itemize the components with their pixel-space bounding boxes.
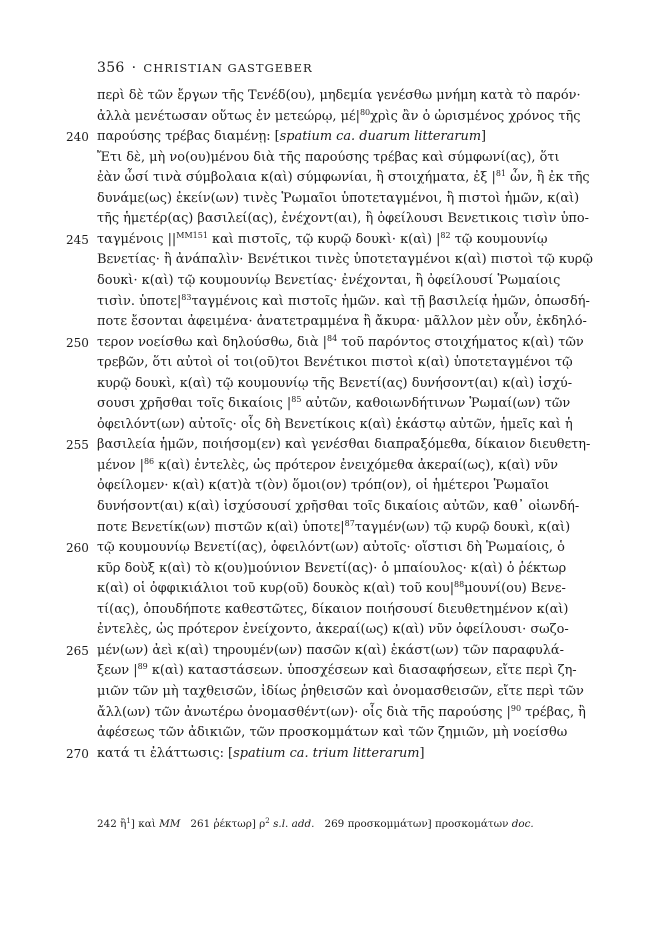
- text-run: Ἔτι δὲ, μὴ νο(ου)μένου διὰ τῆς παρούσης τρέβας καὶ σύμφωνί(ας), ὅτι: [97, 149, 560, 165]
- text-line: [97, 271, 561, 292]
- text-line: [97, 600, 569, 621]
- text-run: μέν(ων) ἀεὶ κ(αὶ) τηρουμέν(ων) πασῶν κ(αὶ) ἑκάστ(ων) τῶν παραφυλά-: [97, 642, 564, 658]
- italic-note: MM: [159, 818, 181, 830]
- header-separator: ·: [131, 60, 137, 76]
- text-line: [97, 559, 567, 580]
- marker-superscript: 83: [181, 292, 192, 302]
- marker-superscript: 81: [495, 169, 507, 179]
- text-line: [97, 312, 587, 333]
- author-name: CHRISTIAN GASTGEBER: [143, 61, 313, 75]
- text-run: 261 ῥέκτωρ] ρ: [190, 818, 266, 830]
- marker-superscript: 2: [265, 817, 270, 825]
- text-run: μουνί(ου) Βενε-: [464, 581, 566, 597]
- text-run: κατά τι ἐλάττωσις: [: [97, 745, 234, 761]
- page-number: 356: [97, 60, 125, 76]
- text-line: [97, 579, 566, 600]
- text-run: δουκὶ· κ(αὶ) τῷ κουμουνίῳ Βενετίας· ἐνέχονται, ἢ ὀφείλουσί Ῥωμαίοις: [97, 272, 561, 288]
- text-run: ἐντελὲς, ὡς πρότερον ἐνείχοντο, ἀκεραί(ως) κ(αὶ) νῦν ὀφείλουσι· σωζο-: [97, 622, 569, 638]
- marker-superscript: 87: [344, 518, 355, 528]
- marker-superscript: 90: [510, 703, 522, 713]
- text-run: τῷ κουμουνίῳ Βενετί(ας), ὀφειλόντ(ων) αὐτοῖς· οἵστισι δὴ Ῥωμαίοις, ὁ: [97, 540, 565, 556]
- text-line: [97, 538, 565, 559]
- marker-superscript: MM151: [176, 230, 208, 240]
- text-line: [97, 497, 580, 518]
- text-run: 269 προσκομμάτων] προσκομάτων: [324, 818, 512, 830]
- text-line: [97, 394, 571, 415]
- text-line: [97, 250, 593, 271]
- text-run: τρέβας, ἢ: [521, 704, 586, 720]
- text-line: [97, 230, 557, 251]
- text-run: δυνάμε(ως) ἐκείν(ων) τινὲς Ῥωμαῖοι ὑποτεταγμένοι, ἢ πιστοὶ ἡμῶν, κ(αὶ): [97, 190, 580, 206]
- text-run: ταγμένοις καὶ πιστοῖς ἡμῶν. καὶ τῇ βασιλείᾳ ἡμῶν, ὁπωσδή-: [191, 293, 590, 309]
- text-run: ποτε ἔσονται ἀφειμένα· ἀνατετραμμένα ἢ ἄκυρα· μᾶλλον μὲν οὖν, ἐκδηλό-: [97, 314, 587, 330]
- marker-superscript: 88: [454, 580, 465, 590]
- text-run: ἀφέσεως τῶν ἀδικιῶν, τῶν προσκομμάτων καὶ τῶν ζημιῶν, μὴ νοείσθω: [97, 725, 568, 741]
- critical-apparatus: [97, 818, 534, 830]
- line-number: 260: [66, 541, 89, 556]
- text-run: τῆς ἡμετέρ(ας) βασιλεί(ας), ἐνέχοντ(αι), ἢ ὀφείλουσι Βενετικοις τισὶν ὑπο-: [97, 211, 589, 227]
- text-run: ὀφειλόντ(ων) αὐτοῖς· οἷς δὴ Βενετίκοις κ(αὶ) ἑκάστῳ αὐτῶν, ἡμεῖς καὶ ἡ: [97, 416, 573, 432]
- text-line: [97, 333, 584, 354]
- text-line: [97, 641, 564, 662]
- line-number: 270: [66, 746, 89, 761]
- text-line: [97, 518, 571, 539]
- text-run: παρούσης τρέβας διαμένῃ: [: [97, 129, 280, 145]
- italic-note: s.l. add.: [273, 818, 315, 830]
- text-run: βασιλεία ἡμῶν, ποιήσομ(εν) καὶ γενέσθαι διαπραξόμεθα, δίκαιον διευθετη-: [97, 437, 591, 453]
- text-line: [97, 456, 557, 477]
- text-run: ἀλλὰ μενέτωσαν οὕτως ἐν μετεώρῳ, μέ|: [97, 108, 360, 124]
- marker-superscript: 85: [291, 395, 302, 405]
- marker-superscript: 82: [440, 230, 451, 240]
- marker-superscript: 89: [137, 662, 148, 672]
- text-run: ταγμένοις ||: [97, 231, 177, 247]
- marker-superscript: 86: [143, 456, 155, 466]
- text-line: [97, 682, 584, 703]
- text-line: [97, 292, 590, 313]
- text-line: [97, 744, 557, 765]
- text-line: [97, 353, 573, 374]
- text-run: μένον |: [97, 457, 144, 473]
- text-run: ταγμέν(ων) τῷ κυρῷ δουκὶ, κ(αὶ): [354, 519, 571, 535]
- text-run: τοῦ παρόντος στοιχήματος κ(αὶ) τῶν: [337, 334, 584, 350]
- text-line: [97, 107, 581, 128]
- text-run: κ(αὶ) ἐντελὲς, ὡς πρότερον ἐνειχόμεθα ἀκεραί(ως), κ(αὶ) νῦν: [154, 457, 558, 473]
- text-line: [97, 127, 557, 148]
- text-run: δυνήσοντ(αι) κ(αὶ) ἰσχύσουσί χρῆσθαι τοῖς δικαίοις αὐτῶν, καθ᾽ οἱωνδή-: [97, 499, 580, 514]
- text-line: [97, 723, 568, 744]
- text-run: μιῶν τῶν μὴ ταχθεισῶν, ἰδίως ῥηθεισῶν καὶ ὀνομασθεισῶν, εἴτε περὶ τῶν: [97, 683, 584, 699]
- text-run: τί(ας), ὁπουδήποτε καθεστῶτες, δίκαιον ποιήσουσί διευθετημένον κ(αὶ): [97, 601, 569, 617]
- text-run: αὐτῶν, καθοιωνδήτινων Ῥωμαί(ων) τῶν: [301, 396, 571, 412]
- text-run: κ(αὶ) καταστάσεων. ὑποσχέσεων καὶ διασαφήσεων, εἴτε περὶ ζη-: [147, 663, 577, 679]
- text-line: [97, 168, 590, 189]
- italic-note: spatium ca. duarum litterarum: [279, 129, 482, 145]
- footnote-entry: [324, 818, 533, 830]
- text-run: ]: [419, 745, 425, 761]
- running-header: [97, 60, 313, 76]
- text-line: [97, 415, 573, 436]
- text-run: καὶ πιστοῖς, τῷ κυρῷ δουκὶ· κ(αὶ) |: [207, 231, 441, 247]
- text-run: τισὶν. ὑποτε|: [97, 293, 182, 309]
- text-run: τερον νοείσθω καὶ δηλούσθω, διὰ |: [97, 334, 327, 350]
- footnote-entry: [190, 818, 314, 830]
- text-run: χρὶς ἂν ὁ ὡρισμένος χρόνος τῆς: [370, 108, 581, 124]
- line-number: 265: [66, 643, 89, 658]
- text-run: ἄλλ(ων) τῶν ἀνωτέρω ὀνομασθέντ(ων)· οἷς διὰ τῆς παρούσης |: [97, 704, 511, 720]
- text-line: [97, 703, 586, 724]
- marker-superscript: 80: [359, 107, 371, 117]
- text-run: κῦρ δοὺξ κ(αὶ) τὸ κ(ου)μούνιον Βενετί(ας)· ὁ μπαίουλος· κ(αὶ) ὁ ῥέκτωρ: [97, 560, 567, 576]
- line-number: 245: [66, 232, 89, 247]
- line-number: 240: [66, 130, 89, 145]
- text-run: σουσι χρῆσθαι τοῖς δικαίοις |: [97, 396, 292, 412]
- text-line: [97, 189, 580, 210]
- text-line: [97, 86, 581, 107]
- text-run: ] καὶ: [130, 818, 160, 830]
- text-line: [97, 661, 577, 682]
- text-run: τρεβῶν, ὅτι αὐτοὶ οἱ τοι(οῦ)τοι Βενέτικοι πιστοὶ κ(αὶ) ὑποτεταγμένοι τῷ: [97, 355, 573, 371]
- text-run: ἐὰν ὦσί τινὰ σύμβολαια κ(αὶ) σύμφωνίαι, ἢ στοιχήματα, ἐξ |: [97, 170, 496, 186]
- text-run: ὀφείλομεν· κ(αὶ) κ(ατ)ὰ τ(ὸν) ὅμοι(ον) τρόπ(ον), οἱ ἡμέτεροι Ῥωμαῖοι: [97, 478, 550, 494]
- line-number: 255: [66, 438, 89, 453]
- footnote-entry: [97, 818, 180, 830]
- marker-superscript: 1: [126, 817, 131, 825]
- text-run: 242 ἢ: [97, 818, 127, 830]
- text-run: ὧν, ἢ ἐκ τῆς: [506, 170, 590, 186]
- text-line: [97, 620, 569, 641]
- text-run: ποτε Βενετίκ(ων) πιστῶν κ(αὶ) ὑποτε|: [97, 519, 345, 535]
- line-number: 250: [66, 335, 89, 350]
- text-run: περὶ δὲ τῶν ἔργων τῆς Τενέδ(ου), μηδεμία γενέσθω μνήμη κατὰ τὸ παρόν·: [97, 88, 581, 103]
- text-run: ]: [481, 129, 487, 145]
- text-line: [97, 374, 573, 395]
- text-run: κυρῷ δουκὶ, κ(αὶ) τῷ κουμουνίῳ τῆς Βενετί(ας) δυνήσοντ(αι) κ(αὶ) ἰσχύ-: [97, 375, 573, 391]
- text-run: Βενετίας· ἢ ἀνάπαλὶν· Βενέτικοι τινὲς ὑποτεταγμένοι κ(αὶ) πιστοὶ τῷ κυρῷ: [97, 252, 593, 268]
- text-line: [97, 435, 591, 456]
- text-line: [97, 476, 557, 497]
- text-run: ξεων |: [97, 663, 138, 679]
- marker-superscript: 84: [326, 333, 338, 343]
- italic-note: doc.: [511, 818, 534, 830]
- text-line: [97, 209, 589, 230]
- text-run: τῷ κουμουνίῳ: [450, 231, 548, 247]
- italic-note: spatium ca. trium litterarum: [233, 745, 420, 761]
- text-line: [97, 148, 560, 169]
- text-run: κ(αὶ) οἱ ὀφφικιάλιοι τοῦ κυρ(οῦ) δουκὸς κ(αὶ) τοῦ κου|: [97, 581, 455, 597]
